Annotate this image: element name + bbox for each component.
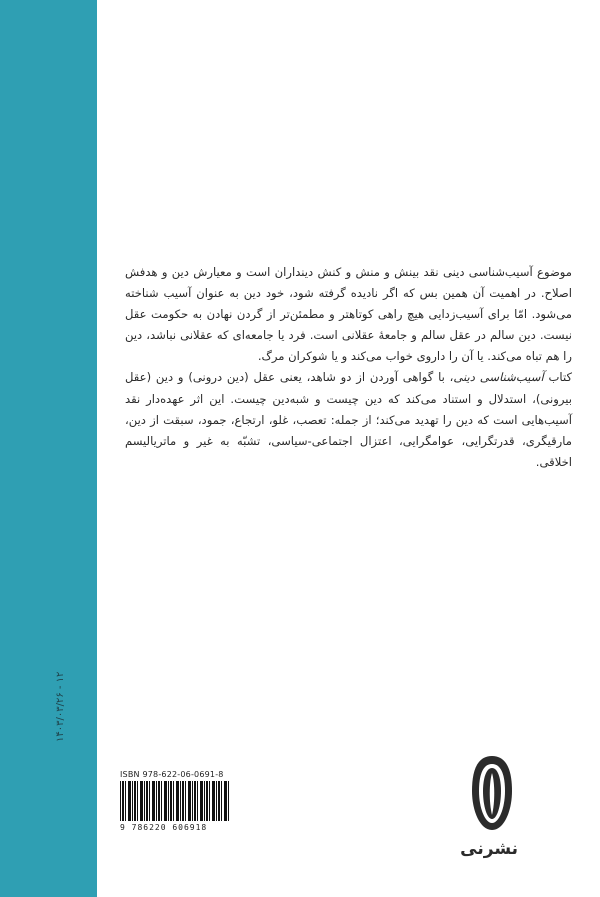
paragraph-2-line: غلو، ارتجاع، جمود، سبقت از دین، مارقیگری، قدرتگرایی، عوامگرایی، اعتزال [125,412,572,448]
nashr-ney-reed-logo-icon [468,753,516,833]
spine-handwriting: ۱۴۰۳/۰۳/۲۶ - ۱۲ [55,671,66,742]
barcode-bars [120,781,230,821]
barcode-digits: 9 786220 606918 [120,823,208,832]
paragraph-2-line: این اثر عهده‌دار نقد آسیب‌هایی است که دین را تهدید می‌کند؛ از جمله: تعصب، [125,391,572,427]
paragraph-2 [125,367,572,472]
isbn-label: ISBN 978-622-06-0691-8 [120,770,224,779]
barcode [120,770,235,840]
publisher-name: نشرنی [460,839,518,859]
book-spine-band [0,0,97,897]
paragraph-2-prefix: کتاب [543,370,572,385]
paragraph-1 [125,262,572,367]
paragraph-2-line: ، با گواهی آوردن از دو شاهد، یعنی عقل (دین درونی) [188,370,454,385]
paragraph-2-line: اجتماعی-سیاسی، تشبّه به غیر و ماتریالیسم اخلاقی. [125,433,572,469]
paragraph-1-line: دین و هدفش اصلاح. در اهمیت آن همین بس که اگر نادیده گرفته شود، خود [125,265,572,301]
paragraph-1-line: موضوع آسیب‌شناسی دینی نقد بینش و منش و کنش دینداران است و معیارش [193,265,572,279]
paragraph-1-line: داروی خواب می‌کند و یا شوکران مرگ. [257,349,446,364]
paragraph-2-line: و دین (عقل بیرونی)، استدلال و استناد می‌کند که دین چیست و شبه‌دین چیست. [125,370,572,406]
paragraph-1-line: عقلانی است. فرد یا جامعه‌ای که عقلانی نباشد، دین را هم تباه می‌کند. یا آن را [125,328,572,364]
back-cover-text [125,262,572,473]
book-title: آسیب‌شناسی دینی [453,370,544,385]
publisher-logo [460,753,518,863]
paragraph-1-line: مطمئن‌تر از گردن نهادن به حکومت عقل نیست. دین سالم در عقل سالم و جامعهٔ [125,307,572,343]
paragraph-1-line: دین به عنوان آسیب شناخته می‌شود. امّا برای آسیب‌زدایی هیچ راهی کوتاهتر و [125,286,572,322]
